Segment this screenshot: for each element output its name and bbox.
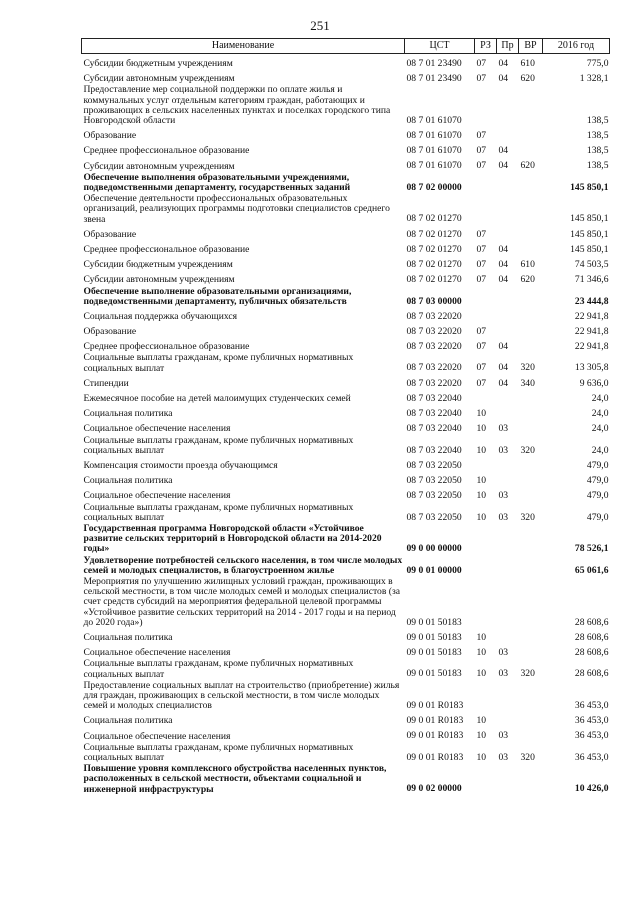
row-vr [519,84,543,126]
row-sum: 145 850,1 [570,243,609,255]
row-pr [497,763,519,795]
row-name: Социальные выплаты гражданам, кроме публичных нормативных социальных выплат [83,434,354,456]
table-row [82,763,610,795]
header-name: Наименование [82,39,405,54]
row-name: Социальные выплаты гражданам, кроме публичных нормативных социальных выплат [83,352,354,374]
row-pr: 03 [498,730,509,742]
row-vr [519,389,543,404]
row-rz: 10 [476,730,487,742]
row-name: Социальное обеспечение населения [83,730,231,742]
row-vr: 340 [520,377,535,389]
row-rz [475,456,497,471]
row-rz: 10 [476,511,487,523]
row-pr: 04 [498,243,509,255]
row-vr [519,172,543,193]
row-rz: 07 [476,160,487,172]
table-row [82,502,610,523]
row-vr: 320 [520,444,535,456]
row-pr [497,84,519,126]
row-name: Социальное обеспечение населения [83,490,231,502]
row-rz: 07 [476,57,487,69]
row-name: Субсидии автономным учреждениям [83,160,235,172]
row-sum: 28 608,6 [574,647,609,659]
row-sum: 13 305,8 [574,362,609,374]
table-row [82,172,610,193]
table-row [82,404,610,419]
row-vr [519,471,543,486]
row-pr: 03 [498,423,509,435]
row-pr: 04 [498,377,509,389]
table-row [82,628,610,643]
row-rz [475,576,497,628]
row-name: Субсидии автономным учреждениям [83,274,235,286]
row-cst: 08 7 02 01270 [406,243,462,255]
row-sum: 24,0 [591,392,609,404]
row-vr [519,643,543,658]
row-sum: 28 608,6 [574,668,609,680]
table-row [82,555,610,576]
table-row [82,322,610,337]
table-row [82,419,610,434]
row-vr: 620 [520,274,535,286]
row-cst: 08 7 03 22020 [406,325,462,337]
header-pr: Пр [497,39,519,54]
row-vr [519,225,543,240]
table-row [82,389,610,404]
row-cst: 09 0 01 R0183 [406,730,464,742]
row-rz [475,286,497,307]
row-rz [475,763,497,795]
row-cst: 08 7 01 61070 [406,145,462,157]
row-pr [497,225,519,240]
row-pr [497,628,519,643]
row-vr [519,419,543,434]
table-row [82,471,610,486]
row-cst: 08 7 03 22050 [406,459,462,471]
row-rz: 10 [476,631,487,643]
row-pr [497,193,519,225]
row-rz [475,389,497,404]
row-name: Социальная политика [83,715,173,727]
row-name: Социальная политика [83,408,173,420]
row-rz: 07 [476,243,487,255]
row-vr [519,193,543,225]
row-vr [519,322,543,337]
row-name: Повышение уровня комплексного обустройства населенных пунктов, расположенных в сельской местности, объектами социальной и инженерной инфраструктуры [83,763,387,795]
row-cst: 09 0 01 R0183 [406,700,464,712]
table-row [82,225,610,240]
row-sum: 479,0 [586,490,609,502]
row-vr [519,404,543,419]
row-rz: 07 [476,145,487,157]
row-name: Среднее профессиональное образование [83,341,250,353]
row-rz: 07 [476,228,487,240]
row-pr: 03 [498,647,509,659]
row-name: Обеспечение выполнение образовательными организациями, подведомственными департаменту, публичных обязательств [83,285,352,307]
row-cst: 08 7 03 22020 [406,310,462,322]
row-cst: 08 7 03 22040 [406,392,462,404]
row-name: Мероприятия по улучшению жилищных условий граждан, проживающих в сельской местности, в том числе молодых семей и молодых специалистов (за счет средств субсидий на мероприятия федеральной целевой программы «Устойчивое развитие сельских территорий на 2014 - 2017 годы и на период до 2020 года») [83,576,401,628]
row-rz: 10 [476,751,487,763]
row-sum: 36 453,0 [574,730,609,742]
row-cst: 09 0 01 50183 [406,616,462,628]
row-sum: 775,0 [586,57,609,69]
row-sum: 138,5 [586,160,609,172]
row-pr [497,172,519,193]
row-sum: 138,5 [586,145,609,157]
row-vr [519,555,543,576]
row-cst: 09 0 02 00000 [406,783,462,795]
row-vr: 610 [520,57,535,69]
table-row [82,643,610,658]
table-row [82,255,610,270]
row-pr [497,456,519,471]
table-row [82,456,610,471]
row-cst: 08 7 02 01270 [406,213,462,225]
page-number: 251 [310,18,330,33]
row-pr: 03 [498,444,509,456]
row-vr [519,763,543,795]
row-rz: 07 [476,274,487,286]
table-row [82,286,610,307]
row-name: Государственная программа Новгородской области «Устойчивое развитие сельских территорий в Новгородской области на 2014-2020 годы» [83,523,382,555]
row-cst: 09 0 01 00000 [406,564,462,576]
row-cst: 08 7 01 23490 [406,72,462,84]
row-pr [497,126,519,141]
row-vr [519,680,543,712]
row-cst: 08 7 03 22040 [406,408,462,420]
row-rz: 07 [476,325,487,337]
row-pr [497,576,519,628]
row-name: Стипендии [83,377,129,389]
table-row [82,193,610,225]
row-cst: 08 7 02 01270 [406,228,462,240]
row-sum: 36 453,0 [574,751,609,763]
row-vr: 320 [520,362,535,374]
row-cst: 08 7 03 22020 [406,362,462,374]
row-rz: 10 [476,423,487,435]
table-row [82,54,610,70]
row-sum: 479,0 [586,475,609,487]
row-pr: 04 [498,72,509,84]
table-header-row [82,39,610,54]
row-sum: 22 941,8 [574,310,609,322]
row-cst: 08 7 01 61070 [406,114,462,126]
row-cst: 08 7 01 61070 [406,160,462,172]
row-name: Образование [83,130,137,142]
row-pr: 04 [498,274,509,286]
row-sum: 28 608,6 [574,631,609,643]
table-row [82,435,610,456]
row-cst: 08 7 01 61070 [406,129,462,141]
row-name: Социальная политика [83,475,173,487]
row-name: Образование [83,228,137,240]
row-sum: 24,0 [591,408,609,420]
row-sum: 65 061,6 [574,564,609,576]
row-pr: 04 [498,341,509,353]
row-cst: 08 7 03 22050 [406,511,462,523]
row-rz: 10 [476,475,487,487]
row-vr: 320 [520,668,535,680]
row-pr: 03 [498,751,509,763]
row-pr: 04 [498,258,509,270]
row-rz [475,555,497,576]
table-row [82,69,610,84]
row-vr [519,126,543,141]
row-pr: 03 [498,490,509,502]
row-sum: 22 941,8 [574,341,609,353]
row-pr [497,286,519,307]
table-row [82,727,610,742]
table-row [82,126,610,141]
row-vr [519,523,543,555]
row-name: Социальная поддержка обучающихся [83,310,238,322]
row-rz: 10 [476,647,487,659]
table-row [82,742,610,763]
row-rz: 07 [476,341,487,353]
row-rz [475,172,497,193]
row-vr [519,337,543,352]
row-name: Среднее профессиональное образование [83,145,250,157]
row-rz: 07 [476,377,487,389]
row-rz: 10 [476,444,487,456]
row-sum: 10 426,0 [574,783,609,795]
row-sum: 23 444,8 [574,295,609,307]
row-name: Социальная политика [83,632,173,644]
row-name: Социальное обеспечение населения [83,647,231,659]
row-rz [475,84,497,126]
row-name: Предоставление мер социальной поддержки по оплате жилья и коммунальных услуг отдельным категориям граждан, работающих и проживающих в сельских населенных пунктах и поселках городского типа Новгородской области [83,84,391,126]
row-pr: 04 [498,362,509,374]
table-row [82,374,610,389]
budget-table [81,38,610,795]
row-name: Ежемесячное пособие на детей малоимущих студенческих семей [83,393,351,405]
row-cst: 08 7 03 22020 [406,341,462,353]
row-name: Субсидии автономным учреждениям [83,73,235,85]
row-cst: 09 0 01 50183 [406,631,462,643]
row-rz: 10 [476,715,487,727]
row-sum: 9 636,0 [579,377,609,389]
table-row [82,270,610,285]
row-sum: 24,0 [591,444,609,456]
header-rz: РЗ [475,39,497,54]
row-rz: 10 [476,408,487,420]
table-row [82,523,610,555]
row-sum: 138,5 [586,129,609,141]
row-sum: 28 608,6 [574,616,609,628]
row-rz: 07 [476,258,487,270]
row-rz: 10 [476,668,487,680]
row-pr [497,471,519,486]
row-pr [497,322,519,337]
row-cst: 08 7 03 00000 [406,295,462,307]
header-cst: ЦСТ [405,39,475,54]
row-cst: 08 7 03 22050 [406,490,462,502]
row-pr: 04 [498,57,509,69]
row-name: Образование [83,326,137,338]
row-vr [519,240,543,255]
row-pr [497,307,519,322]
row-rz: 07 [476,129,487,141]
row-cst: 08 7 03 22040 [406,444,462,456]
row-name: Субсидии бюджетным учреждениям [83,57,233,69]
row-pr: 03 [498,511,509,523]
row-cst: 08 7 03 22020 [406,377,462,389]
row-cst: 09 0 01 50183 [406,668,462,680]
row-cst: 09 0 01 R0183 [406,715,464,727]
row-vr [519,711,543,726]
row-sum: 74 503,5 [574,258,609,270]
row-sum: 24,0 [591,423,609,435]
row-vr [519,456,543,471]
row-vr [519,307,543,322]
row-vr [519,486,543,501]
row-pr [497,680,519,712]
header-year: 2016 год [543,39,610,54]
row-pr [497,404,519,419]
row-pr [497,523,519,555]
row-sum: 138,5 [586,114,609,126]
table-row [82,240,610,255]
table-row [82,352,610,373]
row-vr: 320 [520,511,535,523]
row-cst: 09 0 01 R0183 [406,751,464,763]
row-pr: 04 [498,145,509,157]
row-name: Социальное обеспечение населения [83,423,231,435]
row-pr [497,555,519,576]
row-sum: 71 346,6 [574,274,609,286]
row-pr: 03 [498,668,509,680]
table-row [82,680,610,712]
row-cst: 08 7 02 01270 [406,274,462,286]
table-row [82,157,610,172]
row-vr: 320 [520,751,535,763]
row-sum: 36 453,0 [574,700,609,712]
row-sum: 145 850,1 [570,181,609,193]
table-row [82,307,610,322]
table-row [82,84,610,126]
row-name: Удовлетворение потребностей сельского населения, в том числе молодых семей и молодых специалистов, в благоустроенном жилье [83,554,403,576]
row-pr: 04 [498,160,509,172]
row-rz: 10 [476,490,487,502]
row-vr [519,727,543,742]
row-name: Социальные выплаты гражданам, кроме публичных нормативных социальных выплат [83,501,354,523]
table-row [82,486,610,501]
row-rz [475,307,497,322]
header-vr: ВР [519,39,543,54]
row-vr: 610 [520,258,535,270]
row-vr [519,628,543,643]
row-vr [519,576,543,628]
row-name: Субсидии бюджетным учреждениям [83,259,233,271]
row-name: Предоставление социальных выплат на строительство (приобретение) жилья для граждан, проживающих в сельской местности, в том числе молодых семей и молодых специалистов [83,679,400,712]
row-sum: 479,0 [586,511,609,523]
row-name: Обеспечение выполнения образовательными учреждениями, подведомственными департаменту, государственных заданий [83,171,351,193]
row-sum: 145 850,1 [570,228,609,240]
row-sum: 36 453,0 [574,715,609,727]
table-row [82,576,610,628]
table-row [82,711,610,726]
row-pr [497,389,519,404]
row-vr: 620 [520,160,535,172]
row-rz [475,523,497,555]
row-cst: 09 0 01 50183 [406,647,462,659]
table-row [82,141,610,156]
row-cst: 09 0 00 00000 [406,543,462,555]
table-row [82,658,610,679]
row-cst: 08 7 01 23490 [406,57,462,69]
row-vr [519,286,543,307]
row-cst: 08 7 02 00000 [406,181,462,193]
row-sum: 145 850,1 [570,213,609,225]
row-sum: 22 941,8 [574,325,609,337]
row-name: Социальные выплаты гражданам, кроме публичных нормативных социальных выплат [83,741,354,764]
table-row [82,337,610,352]
row-cst: 08 7 02 01270 [406,258,462,270]
row-vr: 620 [520,72,535,84]
row-cst: 08 7 03 22040 [406,423,462,435]
row-name: Социальные выплаты гражданам, кроме публичных нормативных социальных выплат [83,658,354,680]
row-rz: 07 [476,72,487,84]
table-body [82,54,610,795]
row-sum: 1 328,1 [579,72,609,84]
row-rz: 07 [476,362,487,374]
row-rz [475,680,497,712]
row-name: Компенсация стоимости проезда обучающимся [83,460,278,472]
row-vr [519,141,543,156]
row-cst: 08 7 03 22050 [406,475,462,487]
row-sum: 479,0 [586,459,609,471]
row-pr [497,711,519,726]
row-name: Среднее профессиональное образование [83,243,250,255]
row-rz [475,193,497,225]
row-name: Обеспечение деятельности профессиональных образовательных организаций, реализующих программы подготовки специалистов среднего звена [83,193,390,225]
row-sum: 78 526,1 [574,543,609,555]
